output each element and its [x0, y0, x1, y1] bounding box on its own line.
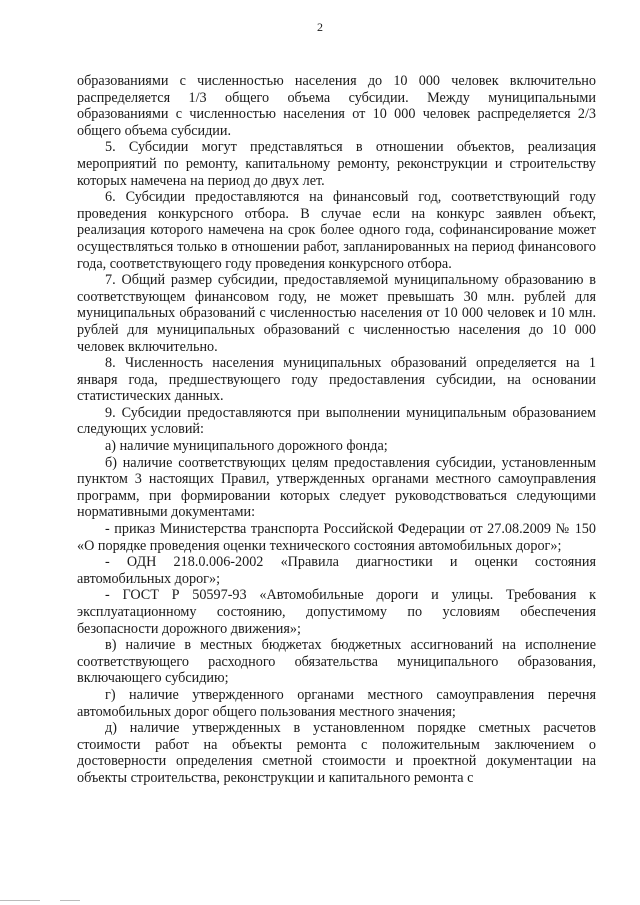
paragraph-item-5: 5. Субсидии могут представляться в отношении объектов, реализация мероприятий по ремонту, капитальному ремонту, реконструкции и строительству которых намечена на период до двух лет. [77, 139, 596, 189]
paragraph-condition-g: г) наличие утвержденного органами местного самоуправления перечня автомобильных дорог общего пользования местного значения; [77, 686, 596, 720]
scan-edge-marks [0, 875, 640, 905]
scan-mark [0, 900, 40, 901]
paragraph-condition-a: а) наличие муниципального дорожного фонда; [105, 438, 388, 455]
page-number: 2 [317, 20, 323, 34]
paragraph-item-9: 9. Субсидии предоставляются при выполнении муниципальным образованием следующих условий: [77, 404, 596, 438]
document-body [77, 73, 596, 787]
paragraph-document-gost: - ГОСТ Р 50597-93 «Автомобильные дороги и улицы. Требования к эксплуатационному состоянию, допустимому по условиям обеспечения безопасности дорожного движения»; [77, 587, 596, 637]
paragraph-document-odn: - ОДН 218.0.006-2002 «Правила диагностики и оценки состояния автомобильных дорог»; [77, 554, 596, 587]
paragraph-item-7: 7. Общий размер субсидии, предоставляемой муниципальному образованию в соответствующем финансовом году, не может превышать 30 млн. рублей для муниципальных образований с численностью населения от 10 000 человек и 10 млн. рублей для муниципальных образований с численностью населения до 10 000 человек включительно. [77, 272, 596, 355]
paragraph-item-8: 8. Численность населения муниципальных образований определяется на 1 января года, предшествующего году предоставления субсидии, на основании статистических данных. [77, 355, 596, 405]
paragraph-continuation: образованиями с численностью населения до 10 000 человек включительно распределяется 1/3 общего объема субсидии. Между муниципальными образованиями с численностью населения от 10 000 человек распределяется 2/3 общего объема субсидии. [77, 73, 596, 139]
paragraph-condition-b: б) наличие соответствующих целям предоставления субсидии, установленным пунктом 3 настоящих Правил, утвержденных органами местного самоуправления программ, при формировании которых следует руководствоваться следующими нормативными документами: [77, 454, 596, 521]
paragraph-item-6: 6. Субсидии предоставляются на финансовый год, соответствующий году проведения конкурсного отбора. В случае если на конкурс заявлен объект, реализация которого намечена на срок более одного года, софинансирование может осуществляться только в отношении работ, запланированных на период финансового года, соответствующего году проведения конкурсного отбора. [77, 189, 596, 272]
paragraph-condition-v: в) наличие в местных бюджетах бюджетных ассигнований на исполнение соответствующего расходного обязательства муниципального образования, включающего субсидию; [77, 637, 596, 687]
paragraph-condition-d: д) наличие утвержденных в установленном порядке сметных расчетов стоимости работ на объекты ремонта с положительным заключением о достоверности определения сметной стоимости и проектной документации на объекты строительства, реконструкции и капитального ремонта с [77, 720, 596, 786]
paragraph-document-order-150: - приказ Министерства транспорта Российской Федерации от 27.08.2009 № 150 «О порядке проведения оценки технического состояния автомобильных дорог»; [77, 521, 596, 554]
scan-mark [60, 900, 80, 901]
